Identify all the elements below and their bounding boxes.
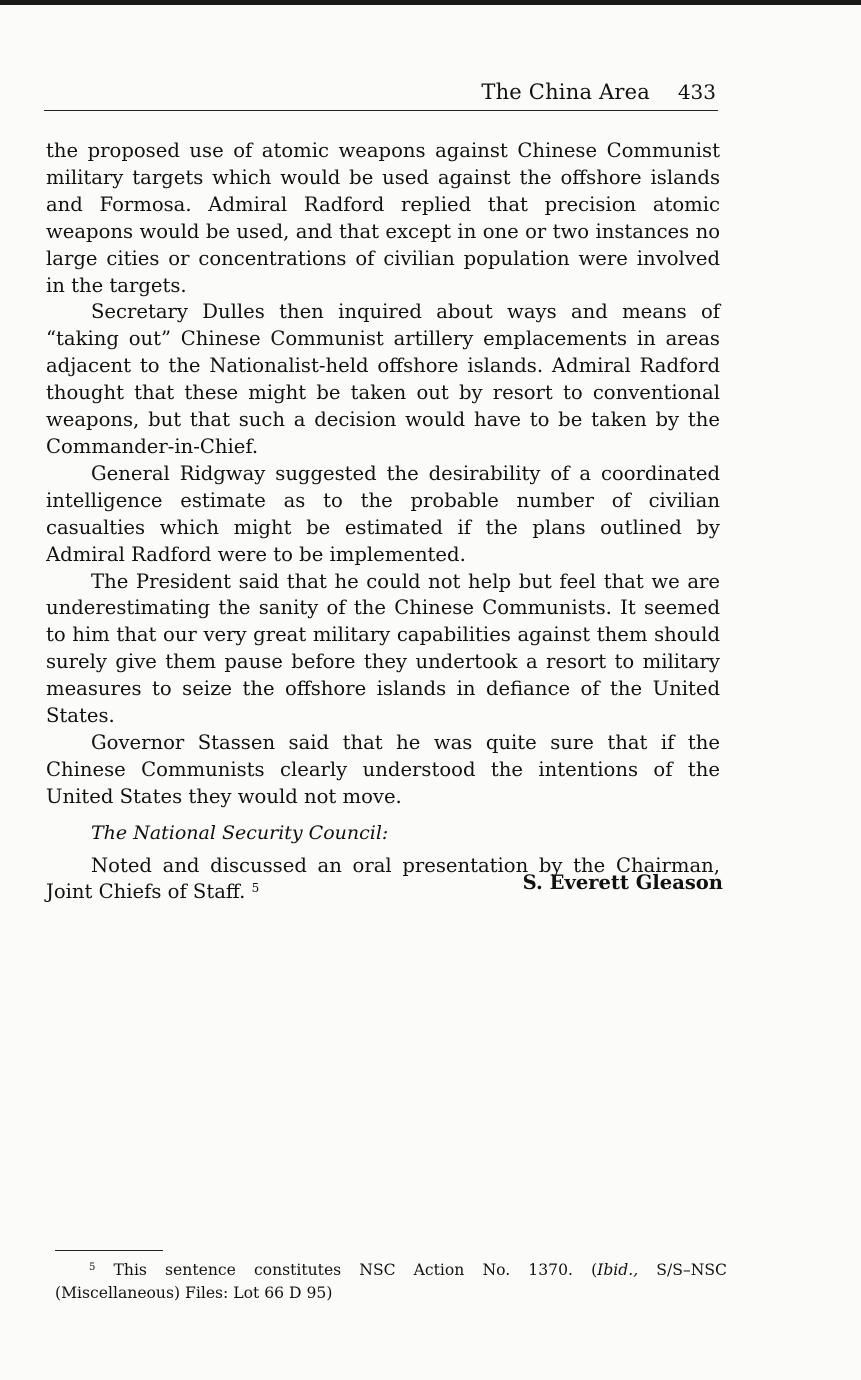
footnote bbox=[55, 1259, 727, 1305]
signature: S. Everett Gleason bbox=[522, 871, 723, 894]
page-top-edge bbox=[0, 0, 861, 5]
footnote-marker: 5 bbox=[89, 1262, 96, 1273]
paragraph-stassen: Governor Stassen said that he was quite sure that if the Chinese Communists clearly understood the intentions of the United States they would not move. bbox=[46, 730, 720, 808]
council-heading: The National Security Council: bbox=[91, 821, 389, 844]
action-text: Noted and discussed an oral presentation by the Chairman, Joint Chiefs of Staff. bbox=[46, 853, 720, 904]
running-title: The China Area bbox=[481, 80, 650, 104]
footnote-reference[interactable]: 5 bbox=[251, 881, 260, 896]
footnote-ibid: Ibid., bbox=[597, 1261, 639, 1279]
paragraph-president: The President said that he could not help but feel that we are underestimating the sanity of the Chinese Communists. It seemed to him that our very great military capabilities against them should surely give them pause before they undertook a resort to military measures to seize the offshore islands in defiance of the United States. bbox=[46, 569, 720, 728]
paragraph-dulles: Secretary Dulles then inquired about ways and means of “taking out” Chinese Communist artillery emplacements in areas adjacent to the Nationalist-held offshore islands. Admiral Radford thought that these might be taken out by resort to conventional weapons, but that such a decision would have to be taken by the Commander-in-Chief. bbox=[46, 300, 720, 458]
paragraph-ridgway: General Ridgway suggested the desirability of a coordinated intelligence estimate as to the probable number of civilian casualties which might be estimated if the plans outlined by Admiral Radford were to be implemented. bbox=[46, 461, 720, 566]
footnote-text-after: S/S–NSC (Miscellaneous) Files: Lot 66 D 95) bbox=[55, 1261, 727, 1302]
footnote-text-before: This sentence constitutes NSC Action No. 1370. ( bbox=[113, 1261, 598, 1279]
body-text bbox=[46, 138, 720, 906]
paragraph-continuation: the proposed use of atomic weapons against Chinese Communist military targets which would be used against the offshore islands and Formosa. Admiral Radford replied that precision atomic weapons would be used, and that except in one or two instances no large cities or concentrations of civilian population were involved in the targets. bbox=[46, 139, 720, 297]
running-header bbox=[44, 80, 718, 111]
page-number: 433 bbox=[677, 80, 716, 104]
footnote-text bbox=[55, 1259, 727, 1305]
footnote-divider bbox=[55, 1250, 163, 1251]
